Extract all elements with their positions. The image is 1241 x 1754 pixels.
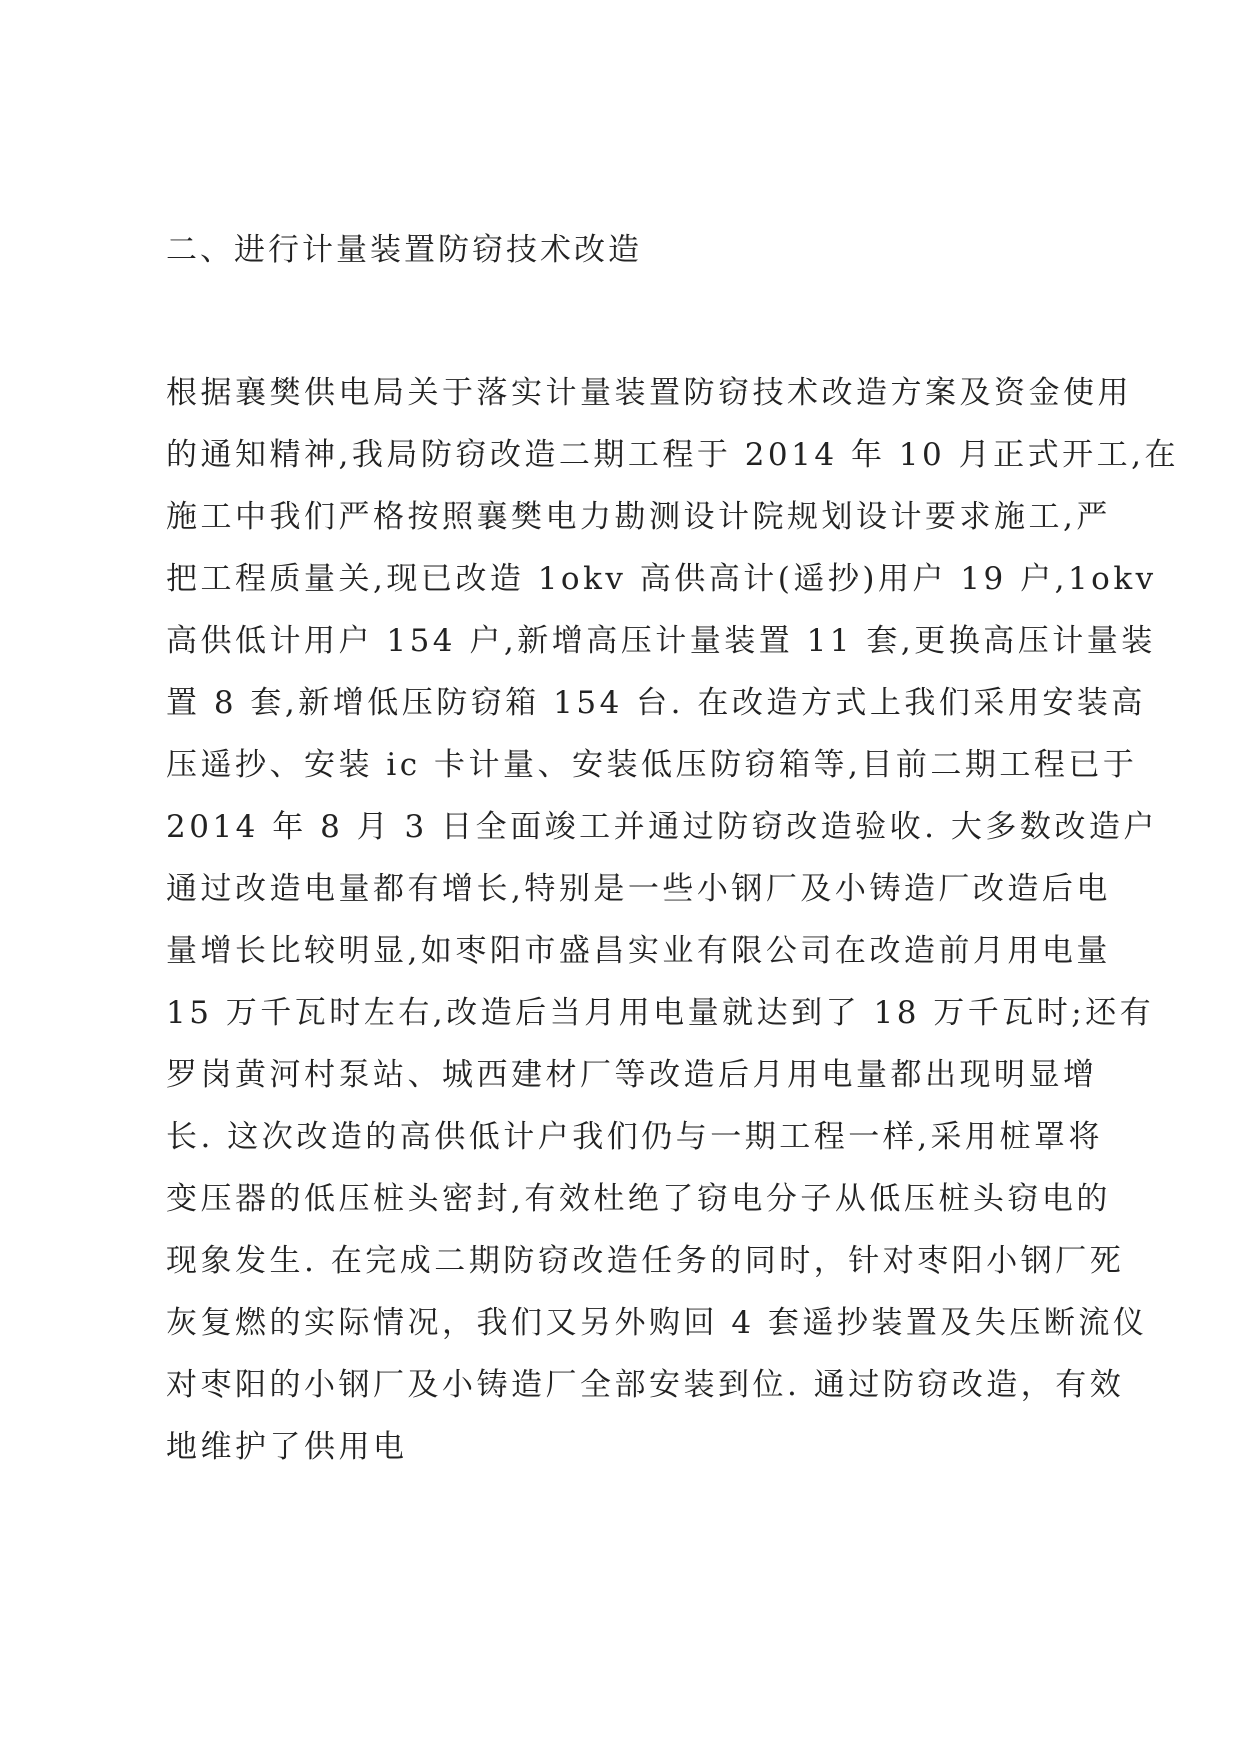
paragraph-line: 通过改造电量都有增长,特别是一些小钢厂及小铸造厂改造后电 [166, 871, 1111, 907]
paragraph-line: 量增长比较明显,如枣阳市盛昌实业有限公司在改造前月用电量 [166, 933, 1111, 969]
paragraph-line: 高供低计用户 154 户,新增高压计量装置 11 套,更换高压计量装 [166, 623, 1156, 659]
paragraph-line: 15 万千瓦时左右,改造后当月用电量就达到了 18 万千瓦时;还有 [166, 995, 1155, 1031]
paragraph-line: 2014 年 8 月 3 日全面竣工并通过防窃改造验收. 大多数改造户 [166, 809, 1158, 845]
paragraph-line: 施工中我们严格按照襄樊电力勘测设计院规划设计要求施工,严 [166, 499, 1111, 535]
paragraph-line: 压遥抄、安装 ic 卡计量、安装低压防窃箱等,目前二期工程已于 [166, 747, 1138, 783]
paragraph-line: 长. 这次改造的高供低计户我们仍与一期工程一样,采用桩罩将 [166, 1119, 1104, 1155]
paragraph-line: 灰复燃的实际情况，我们又另外购回 4 套遥抄装置及失压断流仪 [166, 1305, 1148, 1341]
section-heading: 二、进行计量装置防窃技术改造 [166, 232, 642, 268]
paragraph-line: 把工程质量关,现已改造 1okv 高供高计(遥抄)用户 19 户,1okv [166, 561, 1157, 597]
paragraph-line: 置 8 套,新增低压防窃箱 154 台. 在改造方式上我们采用安装高 [166, 685, 1146, 721]
paragraph-line: 地维护了供用电 [166, 1429, 408, 1465]
paragraph-line: 现象发生. 在完成二期防窃改造任务的同时，针对枣阳小钢厂死 [166, 1243, 1125, 1279]
body-paragraph [166, 362, 1179, 1478]
paragraph-line: 对枣阳的小钢厂及小铸造厂全部安装到位. 通过防窃改造，有效 [166, 1367, 1125, 1403]
paragraph-line: 的通知精神,我局防窃改造二期工程于 2014 年 10 月正式开工,在 [166, 437, 1179, 473]
paragraph-line: 罗岗黄河村泵站、城西建材厂等改造后月用电量都出现明显增 [166, 1057, 1098, 1093]
paragraph-line: 根据襄樊供电局关于落实计量装置防窃技术改造方案及资金使用 [166, 375, 1132, 411]
paragraph-line: 变压器的低压桩头密封,有效杜绝了窃电分子从低压桩头窃电的 [166, 1181, 1111, 1217]
